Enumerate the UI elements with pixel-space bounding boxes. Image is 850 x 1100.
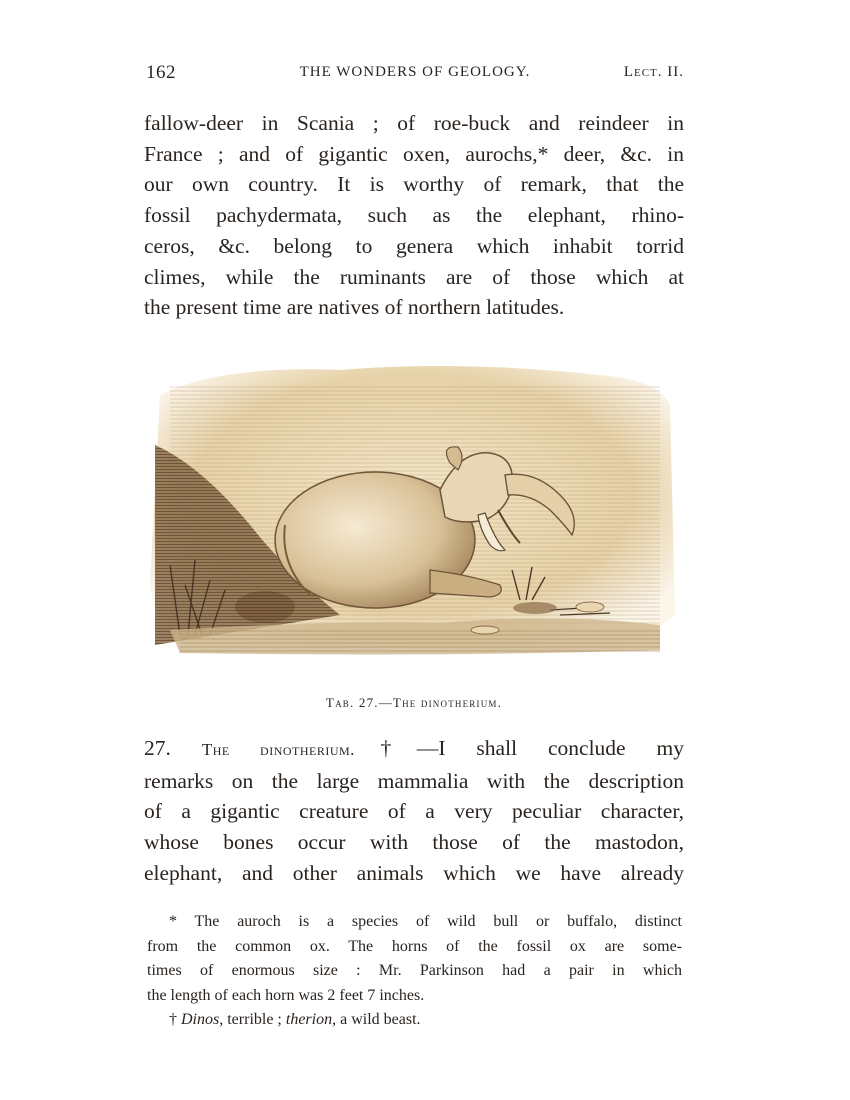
caption-name: The dinotherium. [392, 695, 503, 710]
text-line: whose bones occur with those of the mastodon, [144, 830, 684, 855]
text-line: fossil pachydermata, such as the elephant, rhino- [144, 203, 684, 228]
footnote-line: from the common ox. The horns of the fossil ox are some- [147, 937, 682, 955]
footnote-2 [147, 1008, 682, 1033]
footnote-line: the length of each horn was 2 feet 7 inches. [147, 986, 425, 1004]
text-line: our own country. It is worthy of remark, that the [144, 172, 684, 197]
text-line: fallow-deer in Scania ; of roe-buck and reindeer in [144, 111, 684, 135]
footnote-line: times of enormous size : Mr. Parkinson had a pair in which [147, 962, 682, 979]
footnote-gloss: terrible ; [223, 1011, 286, 1028]
footnote-term: Dinos, [181, 1011, 224, 1028]
section-heading: The dinotherium. [201, 740, 355, 759]
figure-caption [144, 695, 684, 711]
footnotes [147, 910, 682, 1033]
footnote-line: * The auroch is a species of wild bull or buffalo, distinct [169, 913, 682, 930]
footnote-dagger: † [169, 1011, 177, 1028]
section-label: Lect. II. [623, 64, 684, 80]
section-number: 27. [144, 736, 171, 760]
paragraph-1 [144, 108, 684, 323]
footnote-term: therion, [285, 1011, 337, 1028]
heading-mark: † [354, 736, 417, 760]
text-line: France ; and of gigantic oxen, aurochs,* deer, &c. in [144, 141, 684, 166]
text-line: ceros, &c. belong to genera which inhabit torrid [144, 233, 684, 258]
text-line-lead [144, 733, 684, 766]
text-line: elephant, and other animals which we have already [144, 860, 684, 885]
paragraph-2 [144, 733, 684, 889]
text-line: climes, while the ruminants are of those which at [144, 264, 684, 289]
lead-text: —I shall conclude my [416, 736, 685, 760]
text-line: of a gigantic creature of a very peculiar character, [144, 799, 684, 824]
text-line: the present time are natives of northern latitudes. [144, 295, 565, 320]
page-number: 162 [146, 62, 176, 83]
footnote-gloss: a wild beast. [336, 1011, 421, 1028]
caption-prefix: Tab. 27.— [325, 695, 393, 710]
dinotherium-illustration [140, 345, 685, 690]
running-title: THE WONDERS OF GEOLOGY. [299, 64, 531, 80]
running-header [146, 62, 684, 92]
engraving-image [140, 345, 685, 690]
text-line: remarks on the large mammalia with the description [144, 768, 684, 793]
